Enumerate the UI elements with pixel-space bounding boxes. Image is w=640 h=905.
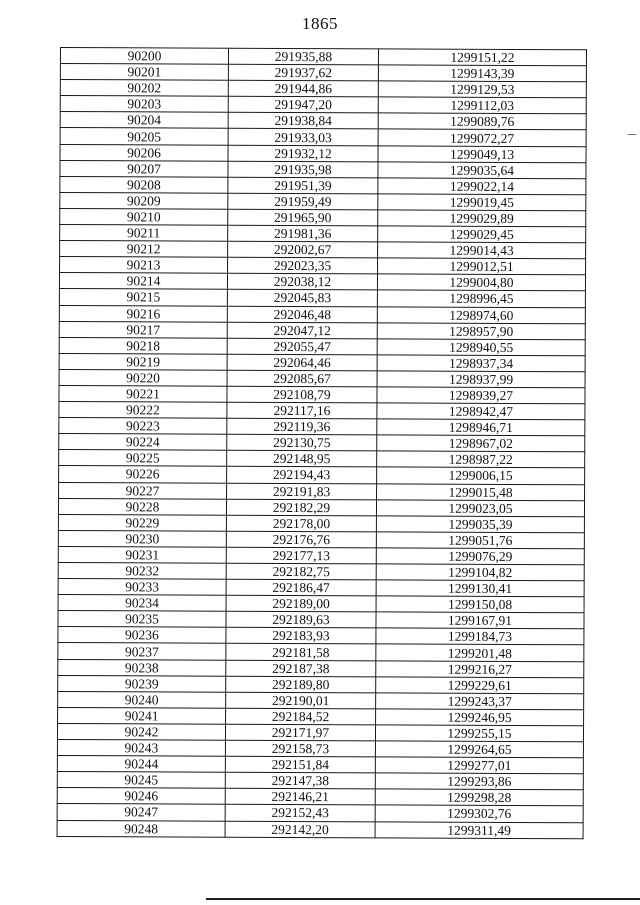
table-row [60, 144, 586, 162]
point-id-cell: 90206 [60, 144, 228, 161]
table-row [60, 128, 586, 146]
y-coordinate-cell: 1299150,08 [376, 596, 584, 613]
x-coordinate-cell: 291959,49 [228, 193, 378, 210]
x-coordinate-cell: 291944,86 [228, 80, 378, 97]
y-coordinate-cell: 1298939,27 [377, 387, 585, 404]
x-coordinate-cell: 292047,12 [227, 322, 377, 339]
table-row [60, 208, 586, 226]
table-row [60, 96, 586, 114]
x-coordinate-cell: 291932,12 [228, 145, 378, 162]
table-row [57, 772, 583, 790]
table-row [59, 321, 585, 339]
point-id-cell: 90227 [59, 482, 227, 499]
table-row [57, 820, 583, 838]
x-coordinate-cell: 291965,90 [228, 209, 378, 226]
y-coordinate-cell: 1299035,39 [376, 516, 584, 533]
x-coordinate-cell: 292189,00 [226, 595, 376, 612]
x-coordinate-cell: 291935,98 [228, 161, 378, 178]
y-coordinate-cell: 1299015,48 [377, 483, 585, 500]
y-coordinate-cell: 1299012,51 [378, 258, 586, 275]
x-coordinate-cell: 292117,16 [227, 402, 377, 419]
y-coordinate-cell: 1299072,27 [378, 129, 586, 146]
x-coordinate-cell: 292176,76 [226, 531, 376, 548]
point-id-cell: 90248 [57, 820, 225, 837]
point-id-cell: 90236 [58, 627, 226, 644]
x-coordinate-cell: 292148,95 [227, 451, 377, 468]
x-coordinate-cell: 292182,75 [226, 563, 376, 580]
y-coordinate-cell: 1299167,91 [376, 612, 584, 629]
point-id-cell: 90201 [60, 64, 228, 81]
table-row [59, 434, 585, 452]
point-id-cell: 90245 [57, 772, 225, 789]
point-id-cell: 90242 [57, 723, 225, 740]
x-coordinate-cell: 292130,75 [227, 434, 377, 451]
x-coordinate-cell: 292038,12 [227, 274, 377, 291]
point-id-cell: 90237 [58, 643, 226, 660]
table-row [59, 289, 585, 307]
point-id-cell: 90215 [59, 289, 227, 306]
table-row [57, 756, 583, 774]
x-coordinate-cell: 292085,67 [227, 370, 377, 387]
coordinates-table [57, 47, 587, 839]
x-coordinate-cell: 292171,97 [225, 724, 375, 741]
point-id-cell: 90230 [58, 530, 226, 547]
table-row [60, 160, 586, 178]
table-row [58, 498, 584, 516]
table-row [58, 514, 584, 532]
table-row [58, 691, 584, 709]
table-row [59, 385, 585, 403]
point-id-cell: 90224 [59, 434, 227, 451]
point-id-cell: 90243 [57, 740, 225, 757]
point-id-cell: 90200 [60, 48, 228, 65]
y-coordinate-cell: 1299277,01 [375, 757, 583, 774]
x-coordinate-cell: 292119,36 [227, 418, 377, 435]
point-id-cell: 90246 [57, 788, 225, 805]
x-coordinate-cell: 292002,67 [228, 241, 378, 258]
point-id-cell: 90219 [59, 353, 227, 370]
x-coordinate-cell: 292178,00 [226, 515, 376, 532]
table-row [58, 675, 584, 693]
point-id-cell: 90239 [58, 675, 226, 692]
table-row [60, 112, 586, 130]
y-coordinate-cell: 1299023,05 [376, 500, 584, 517]
y-coordinate-cell: 1299049,13 [378, 145, 586, 162]
y-coordinate-cell: 1299029,89 [378, 210, 586, 227]
table-row [57, 723, 583, 741]
x-coordinate-cell: 291938,84 [228, 113, 378, 130]
table-row [60, 48, 586, 66]
table-row [60, 64, 586, 82]
point-id-cell: 90205 [60, 128, 228, 145]
x-coordinate-cell: 291981,36 [228, 225, 378, 242]
table-row [60, 192, 586, 210]
point-id-cell: 90209 [60, 192, 228, 209]
point-id-cell: 90233 [58, 579, 226, 596]
point-id-cell: 90218 [59, 337, 227, 354]
table-row [58, 707, 584, 725]
table-row [59, 402, 585, 420]
x-coordinate-cell: 292183,93 [226, 628, 376, 645]
x-coordinate-cell: 292191,83 [227, 483, 377, 500]
point-id-cell: 90221 [59, 385, 227, 402]
y-coordinate-cell: 1299184,73 [376, 628, 584, 645]
x-coordinate-cell: 292064,46 [227, 354, 377, 371]
x-coordinate-cell: 292187,38 [226, 660, 376, 677]
x-coordinate-cell: 291935,88 [228, 48, 378, 65]
table-row [57, 740, 583, 758]
point-id-cell: 90240 [58, 691, 226, 708]
y-coordinate-cell: 1299293,86 [375, 773, 583, 790]
y-coordinate-cell: 1299035,64 [378, 162, 586, 179]
margin-mark [628, 134, 636, 135]
y-coordinate-cell: 1298940,55 [377, 339, 585, 356]
point-id-cell: 90244 [57, 756, 225, 773]
x-coordinate-cell: 292186,47 [226, 579, 376, 596]
y-coordinate-cell: 1299201,48 [376, 644, 584, 661]
point-id-cell: 90232 [58, 562, 226, 579]
table-row [60, 176, 586, 194]
table-row [58, 595, 584, 613]
point-id-cell: 90222 [59, 402, 227, 419]
table-row [59, 353, 585, 371]
y-coordinate-cell: 1299243,37 [376, 693, 584, 710]
table-row [59, 482, 585, 500]
y-coordinate-cell: 1299216,27 [376, 660, 584, 677]
x-coordinate-cell: 292177,13 [226, 547, 376, 564]
table-row [59, 273, 585, 291]
x-coordinate-cell: 292182,29 [226, 499, 376, 516]
x-coordinate-cell: 292189,63 [226, 612, 376, 629]
point-id-cell: 90217 [59, 321, 227, 338]
x-coordinate-cell: 292108,79 [227, 386, 377, 403]
point-id-cell: 90211 [60, 225, 228, 242]
x-coordinate-cell: 292151,84 [225, 756, 375, 773]
y-coordinate-cell: 1299298,28 [375, 789, 583, 806]
x-coordinate-cell: 292190,01 [226, 692, 376, 709]
point-id-cell: 90241 [58, 707, 226, 724]
table-row [59, 369, 585, 387]
table-row [59, 466, 585, 484]
table-row [59, 418, 585, 436]
y-coordinate-cell: 1299089,76 [378, 113, 586, 130]
table-row [58, 611, 584, 629]
point-id-cell: 90208 [60, 176, 228, 193]
table-row [57, 804, 583, 822]
y-coordinate-cell: 1299229,61 [376, 677, 584, 694]
y-coordinate-cell: 1298957,90 [377, 322, 585, 339]
x-coordinate-cell: 292184,52 [226, 708, 376, 725]
point-id-cell: 90216 [59, 305, 227, 322]
y-coordinate-cell: 1298946,71 [377, 419, 585, 436]
x-coordinate-cell: 291947,20 [228, 97, 378, 114]
x-coordinate-cell: 292152,43 [225, 805, 375, 822]
point-id-cell: 90247 [57, 804, 225, 821]
y-coordinate-cell: 1299004,80 [377, 274, 585, 291]
y-coordinate-cell: 1299014,43 [378, 242, 586, 259]
y-coordinate-cell: 1298937,99 [377, 371, 585, 388]
x-coordinate-cell: 292158,73 [225, 740, 375, 757]
point-id-cell: 90213 [60, 257, 228, 274]
y-coordinate-cell: 1299302,76 [375, 805, 583, 822]
y-coordinate-cell: 1298937,34 [377, 355, 585, 372]
y-coordinate-cell: 1299130,41 [376, 580, 584, 597]
y-coordinate-cell: 1299129,53 [378, 81, 586, 98]
y-coordinate-cell: 1299246,95 [376, 709, 584, 726]
table-row [59, 450, 585, 468]
x-coordinate-cell: 292147,38 [225, 772, 375, 789]
y-coordinate-cell: 1299019,45 [378, 194, 586, 211]
y-coordinate-cell: 1299104,82 [376, 564, 584, 581]
y-coordinate-cell: 1299143,39 [378, 65, 586, 82]
y-coordinate-cell: 1299022,14 [378, 178, 586, 195]
x-coordinate-cell: 291951,39 [228, 177, 378, 194]
y-coordinate-cell: 1299112,03 [378, 97, 586, 114]
point-id-cell: 90226 [59, 466, 227, 483]
point-id-cell: 90234 [58, 595, 226, 612]
y-coordinate-cell: 1299029,45 [378, 226, 586, 243]
point-id-cell: 90238 [58, 659, 226, 676]
x-coordinate-cell: 292142,20 [225, 821, 375, 838]
table-row [57, 788, 583, 806]
x-coordinate-cell: 292181,58 [226, 644, 376, 661]
table-row [60, 241, 586, 259]
coordinates-table-body [57, 48, 586, 839]
x-coordinate-cell: 292189,80 [226, 676, 376, 693]
point-id-cell: 90228 [58, 498, 226, 515]
table-row [58, 530, 584, 548]
point-id-cell: 90203 [60, 96, 228, 113]
point-id-cell: 90212 [60, 241, 228, 258]
y-coordinate-cell: 1299311,49 [375, 821, 583, 838]
y-coordinate-cell: 1298967,02 [377, 435, 585, 452]
table-row [59, 337, 585, 355]
bottom-rule [206, 898, 640, 900]
y-coordinate-cell: 1299264,65 [375, 741, 583, 758]
x-coordinate-cell: 292046,48 [227, 306, 377, 323]
table-row [58, 546, 584, 564]
point-id-cell: 90235 [58, 611, 226, 628]
point-id-cell: 90220 [59, 369, 227, 386]
point-id-cell: 90207 [60, 160, 228, 177]
table-row [58, 627, 584, 645]
y-coordinate-cell: 1299255,15 [375, 725, 583, 742]
y-coordinate-cell: 1299051,76 [376, 532, 584, 549]
y-coordinate-cell: 1298942,47 [377, 403, 585, 420]
y-coordinate-cell: 1299006,15 [377, 467, 585, 484]
point-id-cell: 90214 [59, 273, 227, 290]
point-id-cell: 90204 [60, 112, 228, 129]
table-row [58, 579, 584, 597]
table-row [58, 562, 584, 580]
table-row [58, 643, 584, 661]
table-row [59, 305, 585, 323]
x-coordinate-cell: 292194,43 [227, 467, 377, 484]
point-id-cell: 90225 [59, 450, 227, 467]
point-id-cell: 90210 [60, 208, 228, 225]
x-coordinate-cell: 292023,35 [228, 257, 378, 274]
page-number: 1865 [302, 14, 338, 33]
x-coordinate-cell: 292146,21 [225, 789, 375, 806]
table-row [58, 659, 584, 677]
x-coordinate-cell: 292055,47 [227, 338, 377, 355]
x-coordinate-cell: 291933,03 [228, 129, 378, 146]
y-coordinate-cell: 1298996,45 [377, 290, 585, 307]
x-coordinate-cell: 292045,83 [227, 290, 377, 307]
point-id-cell: 90223 [59, 418, 227, 435]
point-id-cell: 90202 [60, 80, 228, 97]
point-id-cell: 90231 [58, 546, 226, 563]
table-row [60, 80, 586, 98]
table-row [60, 257, 586, 275]
x-coordinate-cell: 291937,62 [228, 64, 378, 81]
y-coordinate-cell: 1298974,60 [377, 306, 585, 323]
y-coordinate-cell: 1299076,29 [376, 548, 584, 565]
y-coordinate-cell: 1298987,22 [377, 451, 585, 468]
point-id-cell: 90229 [58, 514, 226, 531]
y-coordinate-cell: 1299151,22 [378, 49, 586, 66]
table-row [60, 225, 586, 243]
